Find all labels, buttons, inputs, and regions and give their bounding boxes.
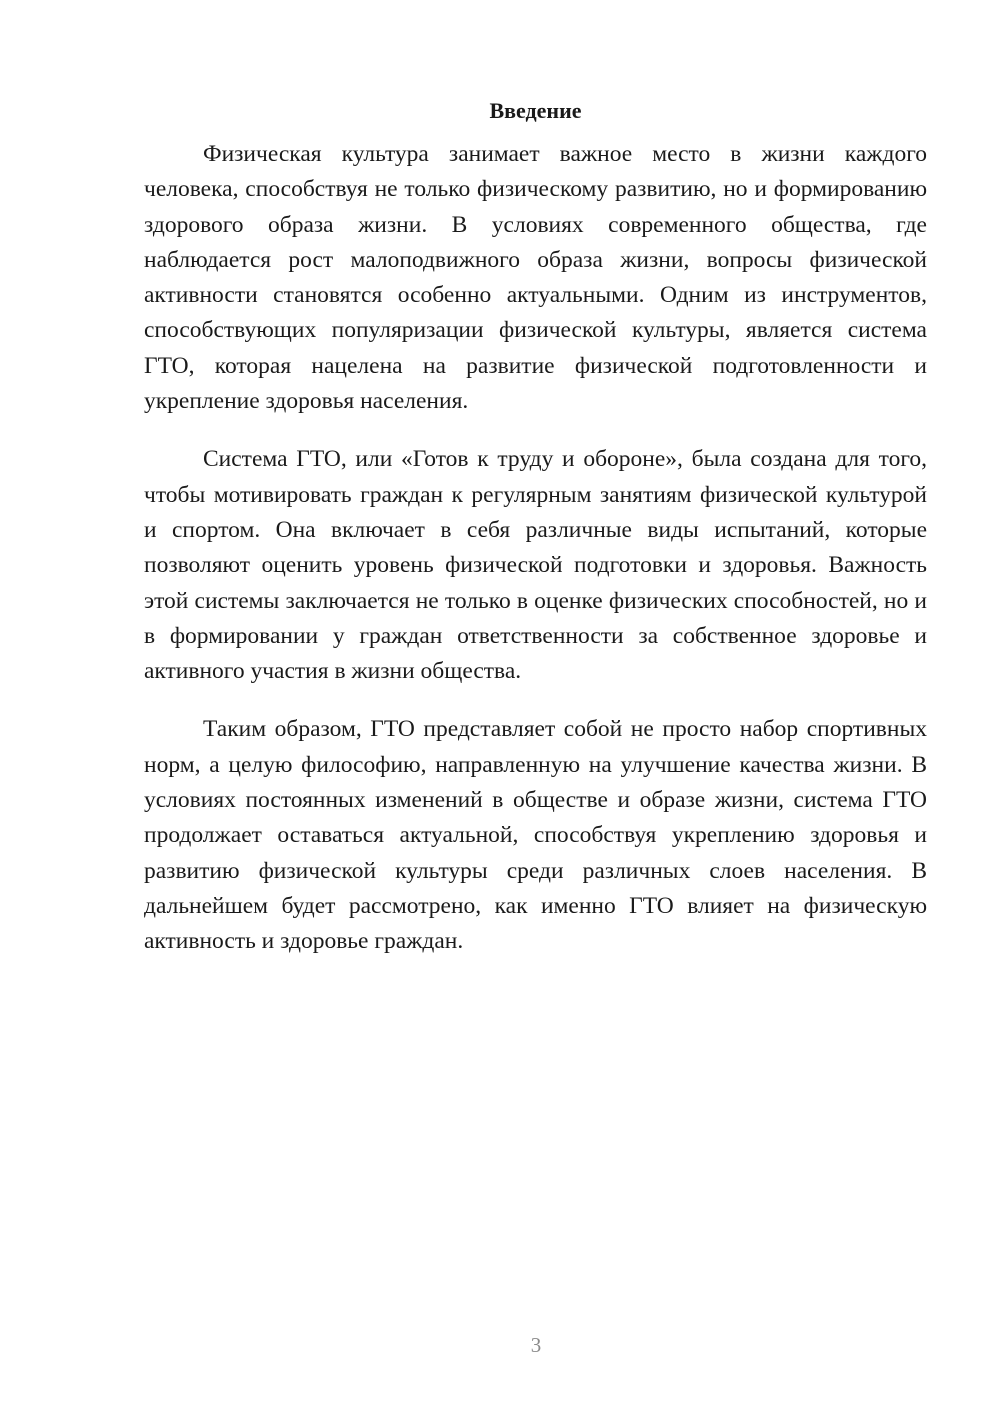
- section-heading: Введение: [489, 98, 582, 123]
- paragraph-1: Физическая культура занимает важное место в жизни каждого человека, способствуя не только физическому развитию, но и формированию здорового образа жизни. В условиях современного общества, где наблюдается рост малоподвижного образа жизни, вопросы физической активности становятся особенно актуальными. Одним из инструментов, способствующих популяризации физической культуры, является система ГТО, которая нацелена на развитие физической подготовленности и укрепление здоровья населения.: [144, 141, 927, 415]
- page-number: 3: [530, 1333, 542, 1357]
- page-content: [144, 94, 927, 983]
- paragraph-3: Таким образом, ГТО представляет собой не просто набор спортивных норм, а целую философию, направленную на улучшение качества жизни. В условиях постоянных изменений в обществе и образе жизни, система ГТО продолжает оставаться актуальной, способствуя укреплению здоровья и развитию физической культуры среди различных слоев населения. В дальнейшем будет рассмотрено, как именно ГТО влияет на физическую активность и здоровье граждан.: [144, 716, 927, 955]
- paragraph-2: Система ГТО, или «Готов к труду и обороне», была создана для того, чтобы мотивировать граждан к регулярным занятиям физической культурой и спортом. Она включает в себя различные виды испытаний, которые позволяют оценить уровень физической подготовки и здоровья. Важность этой системы заключается не только в оценке физических способностей, но и в формировании у граждан ответственности за собственное здоровье и активного участия в жизни общества.: [144, 446, 927, 685]
